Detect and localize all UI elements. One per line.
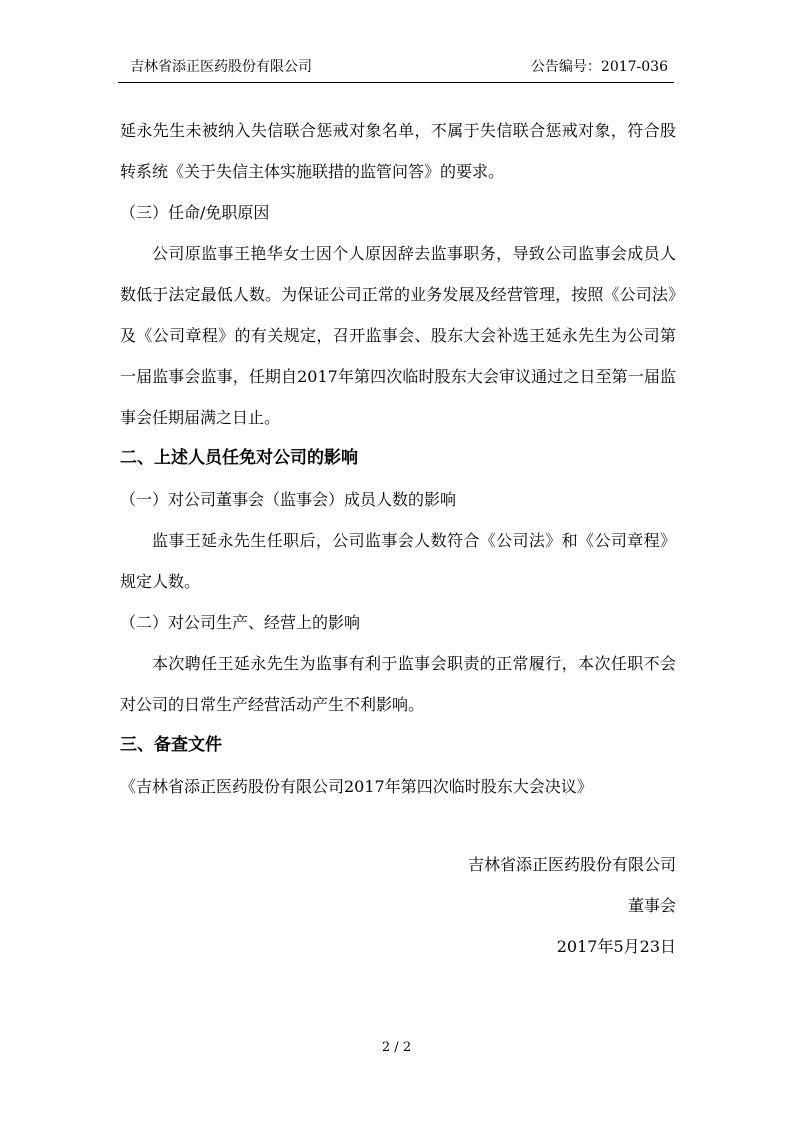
paragraph-continuation: 延永先生未被纳入失信联合惩戒对象名单，不属于失信联合惩戒对象，符合股转系统《关于失信主体实施联措的监管问答》的要求。 [120,121,676,181]
subheading-operations-impact: （二）对公司生产、经营上的影响 [120,613,361,632]
paragraph-appointment-reason: 公司原监事王艳华女士因个人原因辞去监事职务，导致公司监事会成员人数低于法定最低人数。为保证公司正常的业务发展及经营管理，按照《公司法》及《公司章程》的有关规定，召开监事会、股东大会补选王延永先生为公司第一届监事会监事，任期自2017年第四次临时股东大会审议通过之日至第一届监事会任期届满之日止。 [120,244,676,427]
paragraph-operations-impact: 本次聘任王延永先生为监事有利于监事会职责的正常履行，本次任职不会对公司的日常生产经营活动产生不利影响。 [120,654,676,714]
signature-date: 2017年5月23日 [556,937,676,956]
section-heading-documents: 三、备查文件 [120,735,222,755]
subheading-appointment-reason: （三）任命/免职原因 [120,203,270,222]
page-header [118,56,674,83]
header-company-name: 吉林省添正医药股份有限公司 [130,59,312,75]
document-body [120,110,676,967]
reference-document: 《吉林省添正医药股份有限公司2017年第四次临时股东大会决议》 [120,777,593,796]
signature-company: 吉林省添正医药股份有限公司 [467,855,676,874]
subheading-board-member-count: （一）对公司董事会（监事会）成员人数的影响 [120,490,457,509]
signature-board: 董事会 [627,896,676,915]
paragraph-board-member-count: 监事王延永先生任职后，公司监事会人数符合《公司法》和《公司章程》规定人数。 [120,531,676,591]
page-number: 2 / 2 [381,1040,412,1055]
section-heading-impact: 二、上述人员任免对公司的影响 [120,448,358,468]
header-announcement-number: 公告编号：2017-036 [530,59,668,75]
